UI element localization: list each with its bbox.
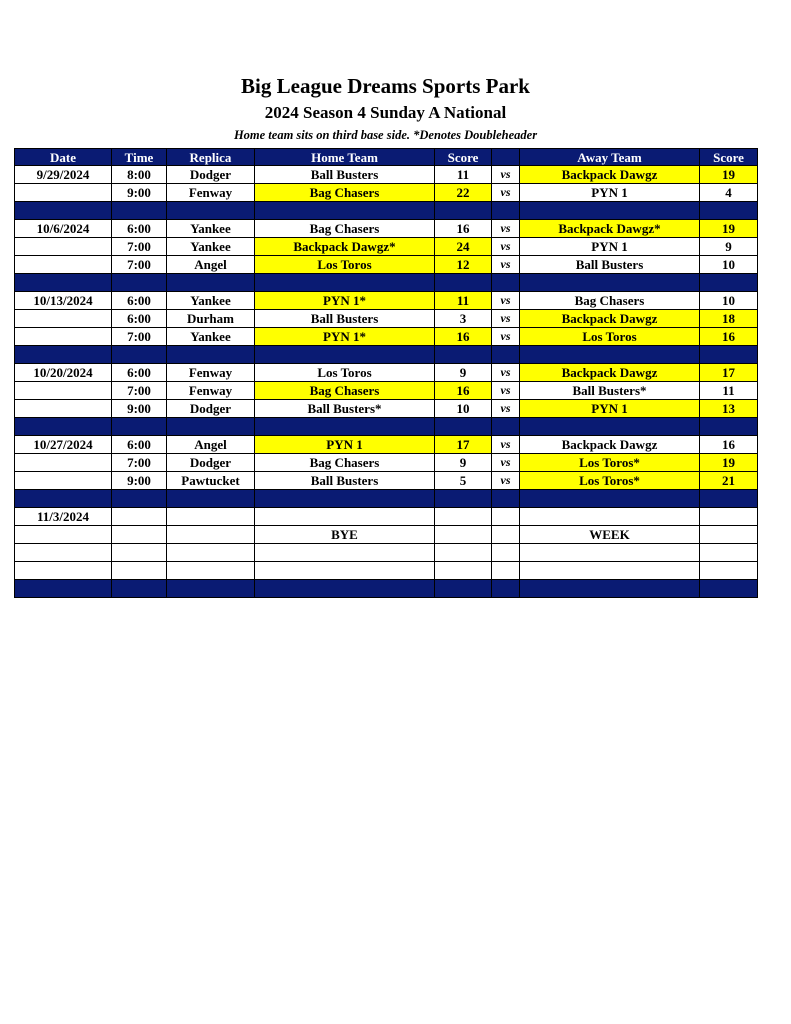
cell-home-score: 16 bbox=[435, 382, 492, 400]
cell-replica: Dodger bbox=[167, 454, 255, 472]
cell-home-team: Ball Busters* bbox=[255, 400, 435, 418]
cell-time bbox=[112, 508, 167, 526]
cell-home-team: PYN 1* bbox=[255, 292, 435, 310]
cell-date bbox=[15, 454, 112, 472]
cell-away-score: 16 bbox=[700, 436, 758, 454]
separator-cell bbox=[255, 274, 435, 292]
cell-away-score: 4 bbox=[700, 184, 758, 202]
cell-replica: Fenway bbox=[167, 184, 255, 202]
table-row bbox=[15, 508, 758, 526]
separator-cell bbox=[167, 202, 255, 220]
cell-vs: vs bbox=[492, 400, 520, 418]
cell-vs: vs bbox=[492, 328, 520, 346]
col-header-away-score: Score bbox=[700, 149, 758, 166]
separator-cell bbox=[435, 490, 492, 508]
cell-away-team: Los Toros* bbox=[520, 454, 700, 472]
cell-time bbox=[112, 526, 167, 544]
cell-home-score bbox=[435, 562, 492, 580]
cell-home-team bbox=[255, 508, 435, 526]
section-separator-row bbox=[15, 580, 758, 598]
cell-time: 7:00 bbox=[112, 328, 167, 346]
table-header-row bbox=[15, 149, 758, 166]
separator-cell bbox=[492, 346, 520, 364]
schedule-table bbox=[14, 148, 758, 598]
cell-home-score: 9 bbox=[435, 364, 492, 382]
cell-time: 7:00 bbox=[112, 382, 167, 400]
separator-cell bbox=[167, 346, 255, 364]
separator-cell bbox=[112, 418, 167, 436]
cell-home-score: 16 bbox=[435, 328, 492, 346]
cell-home-team: PYN 1 bbox=[255, 436, 435, 454]
separator-cell bbox=[520, 274, 700, 292]
cell-vs: vs bbox=[492, 310, 520, 328]
cell-away-team: Los Toros* bbox=[520, 472, 700, 490]
cell-time bbox=[112, 562, 167, 580]
col-header-vs bbox=[492, 149, 520, 166]
separator-cell bbox=[435, 274, 492, 292]
cell-away-score: 11 bbox=[700, 382, 758, 400]
cell-vs bbox=[492, 526, 520, 544]
cell-vs: vs bbox=[492, 238, 520, 256]
table-row bbox=[15, 328, 758, 346]
separator-cell bbox=[435, 202, 492, 220]
table-row bbox=[15, 526, 758, 544]
cell-home-score: 12 bbox=[435, 256, 492, 274]
separator-cell bbox=[520, 202, 700, 220]
cell-date bbox=[15, 238, 112, 256]
table-row bbox=[15, 544, 758, 562]
cell-home-score: 17 bbox=[435, 436, 492, 454]
separator-cell bbox=[492, 418, 520, 436]
col-header-date: Date bbox=[15, 149, 112, 166]
separator-cell bbox=[520, 580, 700, 598]
cell-away-team: Backpack Dawgz bbox=[520, 436, 700, 454]
cell-home-team: Los Toros bbox=[255, 256, 435, 274]
cell-away-score: 13 bbox=[700, 400, 758, 418]
section-separator-row bbox=[15, 202, 758, 220]
cell-vs: vs bbox=[492, 454, 520, 472]
cell-date: 10/27/2024 bbox=[15, 436, 112, 454]
cell-date bbox=[15, 562, 112, 580]
cell-date bbox=[15, 544, 112, 562]
cell-home-score: 16 bbox=[435, 220, 492, 238]
separator-cell bbox=[167, 274, 255, 292]
cell-away-score: 18 bbox=[700, 310, 758, 328]
separator-cell bbox=[255, 580, 435, 598]
table-row bbox=[15, 562, 758, 580]
cell-vs bbox=[492, 562, 520, 580]
cell-vs: vs bbox=[492, 220, 520, 238]
table-row bbox=[15, 238, 758, 256]
separator-cell bbox=[112, 274, 167, 292]
cell-away-team: Backpack Dawgz* bbox=[520, 220, 700, 238]
cell-away-team bbox=[520, 562, 700, 580]
col-header-away-team: Away Team bbox=[520, 149, 700, 166]
cell-away-score bbox=[700, 544, 758, 562]
table-row bbox=[15, 220, 758, 238]
table-row bbox=[15, 184, 758, 202]
cell-home-score bbox=[435, 544, 492, 562]
cell-home-score: 24 bbox=[435, 238, 492, 256]
separator-cell bbox=[435, 346, 492, 364]
cell-away-team: Backpack Dawgz bbox=[520, 166, 700, 184]
cell-away-team: Ball Busters bbox=[520, 256, 700, 274]
cell-away-team bbox=[520, 544, 700, 562]
separator-cell bbox=[435, 580, 492, 598]
table-row bbox=[15, 256, 758, 274]
cell-away-team: PYN 1 bbox=[520, 400, 700, 418]
cell-time: 9:00 bbox=[112, 184, 167, 202]
cell-replica: Angel bbox=[167, 436, 255, 454]
table-row bbox=[15, 400, 758, 418]
table-row bbox=[15, 364, 758, 382]
cell-away-team: WEEK bbox=[520, 526, 700, 544]
cell-home-team bbox=[255, 544, 435, 562]
cell-replica: Yankee bbox=[167, 292, 255, 310]
cell-time: 9:00 bbox=[112, 400, 167, 418]
cell-date bbox=[15, 310, 112, 328]
cell-away-team bbox=[520, 508, 700, 526]
cell-away-team: Backpack Dawgz bbox=[520, 310, 700, 328]
separator-cell bbox=[435, 418, 492, 436]
table-row bbox=[15, 310, 758, 328]
cell-time: 6:00 bbox=[112, 292, 167, 310]
cell-home-team: Ball Busters bbox=[255, 310, 435, 328]
cell-home-score: 22 bbox=[435, 184, 492, 202]
page-subtitle: 2024 Season 4 Sunday A National bbox=[264, 103, 507, 122]
col-header-replica: Replica bbox=[167, 149, 255, 166]
cell-time: 6:00 bbox=[112, 220, 167, 238]
cell-away-score: 9 bbox=[700, 238, 758, 256]
cell-home-team: Los Toros bbox=[255, 364, 435, 382]
cell-home-team: Ball Busters bbox=[255, 472, 435, 490]
cell-replica bbox=[167, 526, 255, 544]
cell-vs: vs bbox=[492, 382, 520, 400]
cell-vs: vs bbox=[492, 166, 520, 184]
cell-time bbox=[112, 544, 167, 562]
cell-replica bbox=[167, 562, 255, 580]
cell-home-score: 3 bbox=[435, 310, 492, 328]
cell-replica: Angel bbox=[167, 256, 255, 274]
col-header-time: Time bbox=[112, 149, 167, 166]
separator-cell bbox=[15, 202, 112, 220]
schedule-body bbox=[15, 166, 758, 598]
separator-cell bbox=[492, 202, 520, 220]
cell-home-team: Backpack Dawgz* bbox=[255, 238, 435, 256]
section-separator-row bbox=[15, 274, 758, 292]
separator-cell bbox=[167, 490, 255, 508]
cell-date bbox=[15, 472, 112, 490]
cell-replica bbox=[167, 508, 255, 526]
separator-cell bbox=[15, 418, 112, 436]
separator-cell bbox=[700, 274, 758, 292]
cell-date bbox=[15, 382, 112, 400]
separator-cell bbox=[112, 490, 167, 508]
cell-date: 10/13/2024 bbox=[15, 292, 112, 310]
separator-cell bbox=[492, 490, 520, 508]
separator-cell bbox=[700, 202, 758, 220]
cell-home-team: Bag Chasers bbox=[255, 184, 435, 202]
cell-replica: Pawtucket bbox=[167, 472, 255, 490]
cell-home-score: 10 bbox=[435, 400, 492, 418]
cell-away-team: PYN 1 bbox=[520, 238, 700, 256]
cell-time: 7:00 bbox=[112, 454, 167, 472]
table-row bbox=[15, 454, 758, 472]
col-header-home-score: Score bbox=[435, 149, 492, 166]
cell-replica: Yankee bbox=[167, 328, 255, 346]
separator-cell bbox=[700, 418, 758, 436]
section-separator-row bbox=[15, 490, 758, 508]
cell-replica: Dodger bbox=[167, 400, 255, 418]
cell-replica bbox=[167, 544, 255, 562]
cell-time: 6:00 bbox=[112, 364, 167, 382]
cell-home-team: Ball Busters bbox=[255, 166, 435, 184]
cell-date bbox=[15, 184, 112, 202]
table-row bbox=[15, 472, 758, 490]
page-title: Big League Dreams Sports Park bbox=[241, 74, 530, 98]
cell-away-team: PYN 1 bbox=[520, 184, 700, 202]
cell-date bbox=[15, 526, 112, 544]
cell-home-score: 5 bbox=[435, 472, 492, 490]
separator-cell bbox=[255, 418, 435, 436]
cell-home-team: PYN 1* bbox=[255, 328, 435, 346]
cell-home-team: Bag Chasers bbox=[255, 382, 435, 400]
cell-home-team: Bag Chasers bbox=[255, 454, 435, 472]
separator-cell bbox=[255, 202, 435, 220]
cell-date: 9/29/2024 bbox=[15, 166, 112, 184]
separator-cell bbox=[15, 274, 112, 292]
cell-home-team bbox=[255, 562, 435, 580]
separator-cell bbox=[520, 490, 700, 508]
cell-away-score bbox=[700, 508, 758, 526]
separator-cell bbox=[112, 346, 167, 364]
cell-away-score: 10 bbox=[700, 256, 758, 274]
cell-time: 6:00 bbox=[112, 310, 167, 328]
cell-away-team: Ball Busters* bbox=[520, 382, 700, 400]
separator-cell bbox=[167, 418, 255, 436]
cell-vs: vs bbox=[492, 184, 520, 202]
cell-vs bbox=[492, 508, 520, 526]
cell-away-score: 10 bbox=[700, 292, 758, 310]
cell-vs: vs bbox=[492, 472, 520, 490]
cell-home-team: BYE bbox=[255, 526, 435, 544]
separator-cell bbox=[520, 346, 700, 364]
cell-away-score bbox=[700, 526, 758, 544]
cell-home-score bbox=[435, 508, 492, 526]
separator-cell bbox=[520, 418, 700, 436]
cell-replica: Yankee bbox=[167, 220, 255, 238]
separator-cell bbox=[15, 580, 112, 598]
separator-cell bbox=[112, 202, 167, 220]
cell-vs: vs bbox=[492, 256, 520, 274]
cell-replica: Fenway bbox=[167, 382, 255, 400]
cell-home-score: 11 bbox=[435, 166, 492, 184]
separator-cell bbox=[15, 490, 112, 508]
separator-cell bbox=[112, 580, 167, 598]
schedule-note: Home team sits on third base side. *Denotes Doubleheader bbox=[233, 128, 538, 142]
cell-away-score bbox=[700, 562, 758, 580]
cell-away-team: Bag Chasers bbox=[520, 292, 700, 310]
cell-home-score: 9 bbox=[435, 454, 492, 472]
cell-replica: Yankee bbox=[167, 238, 255, 256]
cell-time: 8:00 bbox=[112, 166, 167, 184]
table-row bbox=[15, 382, 758, 400]
cell-date: 11/3/2024 bbox=[15, 508, 112, 526]
cell-away-score: 16 bbox=[700, 328, 758, 346]
col-header-home-team: Home Team bbox=[255, 149, 435, 166]
cell-vs: vs bbox=[492, 292, 520, 310]
cell-date bbox=[15, 400, 112, 418]
cell-time: 6:00 bbox=[112, 436, 167, 454]
cell-away-team: Backpack Dawgz bbox=[520, 364, 700, 382]
cell-replica: Dodger bbox=[167, 166, 255, 184]
cell-away-score: 19 bbox=[700, 454, 758, 472]
cell-vs: vs bbox=[492, 436, 520, 454]
section-separator-row bbox=[15, 346, 758, 364]
cell-date bbox=[15, 328, 112, 346]
separator-cell bbox=[700, 490, 758, 508]
cell-away-score: 21 bbox=[700, 472, 758, 490]
separator-cell bbox=[700, 580, 758, 598]
table-row bbox=[15, 166, 758, 184]
cell-time: 7:00 bbox=[112, 256, 167, 274]
cell-away-team: Los Toros bbox=[520, 328, 700, 346]
cell-replica: Durham bbox=[167, 310, 255, 328]
cell-date: 10/20/2024 bbox=[15, 364, 112, 382]
cell-away-score: 19 bbox=[700, 166, 758, 184]
separator-cell bbox=[700, 346, 758, 364]
table-row bbox=[15, 436, 758, 454]
table-row bbox=[15, 292, 758, 310]
cell-time: 7:00 bbox=[112, 238, 167, 256]
section-separator-row bbox=[15, 418, 758, 436]
separator-cell bbox=[492, 274, 520, 292]
cell-vs: vs bbox=[492, 364, 520, 382]
cell-home-team: Bag Chasers bbox=[255, 220, 435, 238]
cell-replica: Fenway bbox=[167, 364, 255, 382]
cell-away-score: 17 bbox=[700, 364, 758, 382]
cell-date: 10/6/2024 bbox=[15, 220, 112, 238]
separator-cell bbox=[255, 346, 435, 364]
cell-time: 9:00 bbox=[112, 472, 167, 490]
cell-vs bbox=[492, 544, 520, 562]
cell-away-score: 19 bbox=[700, 220, 758, 238]
cell-date bbox=[15, 256, 112, 274]
cell-home-score bbox=[435, 526, 492, 544]
separator-cell bbox=[255, 490, 435, 508]
separator-cell bbox=[492, 580, 520, 598]
separator-cell bbox=[167, 580, 255, 598]
cell-home-score: 11 bbox=[435, 292, 492, 310]
separator-cell bbox=[15, 346, 112, 364]
